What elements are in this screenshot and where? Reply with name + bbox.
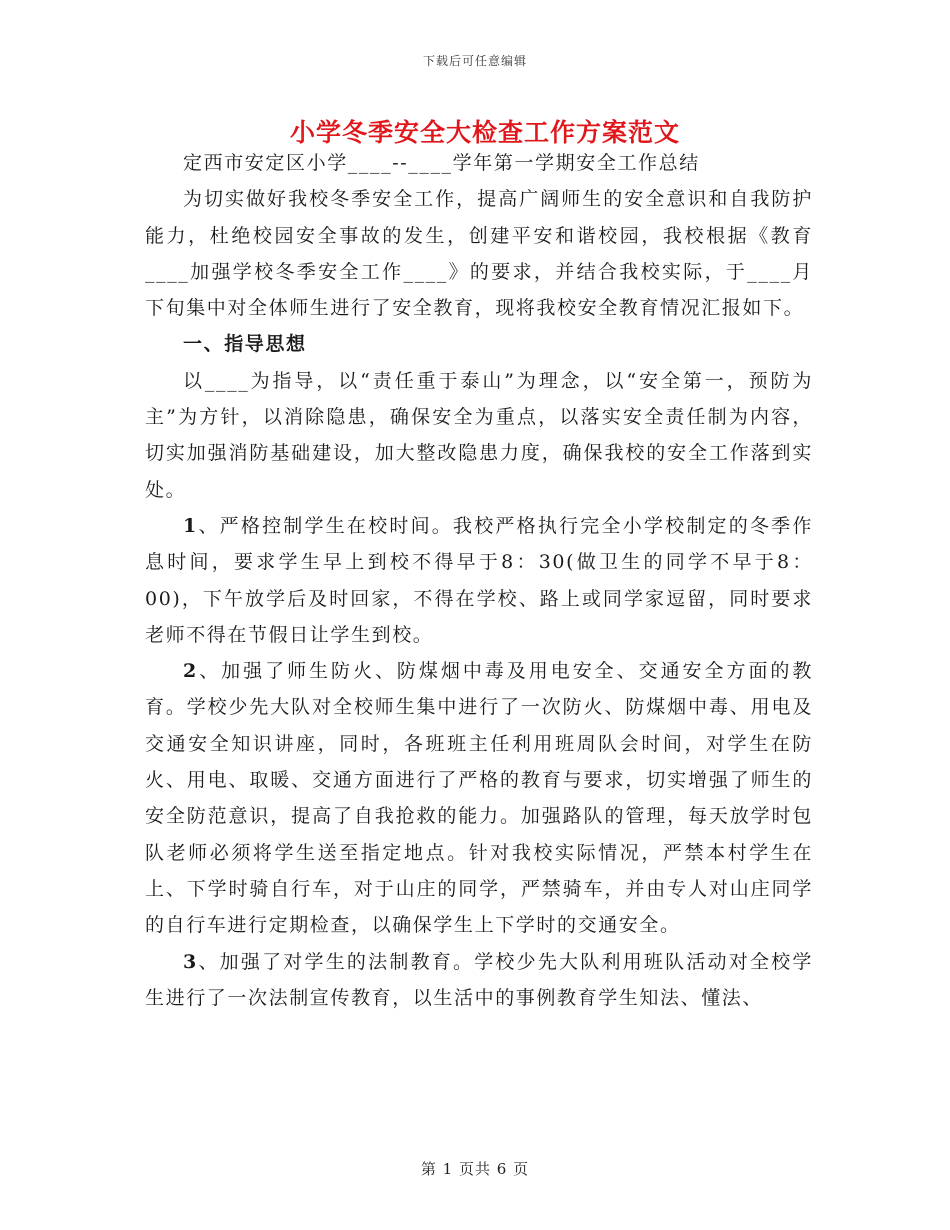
item-paragraph-1 [145, 508, 813, 653]
item-text: 、加强了对学生的法制教育。学校少先大队利用班队活动对全校学生进行了一次法制宣传教育，以生活中的事例教育学生知法、懂法、 [145, 950, 813, 1009]
item-number: 1 [183, 514, 198, 537]
document-title: 小学冬季安全大检查工作方案范文 [289, 118, 680, 147]
item-text: 、严格控制学生在校时间。我校严格执行完全小学校制定的冬季作息时间，要求学生早上到校不得早于8：30(做卫生的同学不早于8：00)，下午放学后及时回家，不得在学校、路上或同学家逗留，同时要求老师不得在节假日让学生到校。 [145, 514, 813, 646]
document-body [145, 145, 813, 1016]
subtitle-line: 定西市安定区小学____--____学年第一学期安全工作总结 [183, 152, 700, 174]
item-paragraph-2 [145, 653, 813, 943]
item-text: 、加强了师生防火、防煤烟中毒及用电安全、交通安全方面的教育。学校少先大队对全校师生集中进行了一次防火、防煤烟中毒、用电及交通安全知识讲座，同时，各班班主任利用班周队会时间，对学生在防火、用电、取暖、交通方面进行了严格的教育与要求，切实增强了师生的安全防范意识，提高了自我抢救的能力。加强路队的管理，每天放学时包队老师必须将学生送至指定地点。针对我校实际情况，严禁本村学生在上、下学时骑自行车，对于山庄的同学，严禁骑车，并由专人对山庄同学的自行车进行定期检查，以确保学生上下学时的交通安全。 [145, 660, 813, 937]
guide-paragraph: 以____为指导，以“责任重于泰山”为理念，以“安全第一，预防为主”为方针，以消除隐患，确保安全为重点，以落实安全责任制为内容，切实加强消防基础建设，加大整改隐患力度，确保我校的安全工作落到实处。 [145, 369, 813, 501]
section-heading-guiding-thought: 一、指导思想 [183, 333, 307, 356]
intro-paragraph: 为切实做好我校冬季安全工作，提高广阔师生的安全意识和自我防护能力，杜绝校园安全事故的发生，创建平安和谐校园，我校根据《教育____加强学校冬季安全工作____》的要求，并结合我校实际，于____月下旬集中对全体师生进行了安全教育，现将我校安全教育情况汇报如下。 [145, 188, 813, 320]
item-number: 2 [183, 660, 198, 683]
page-header-note: 下载后可任意编辑 [422, 54, 527, 68]
page-number-footer: 第 1 页共 6 页 [420, 1160, 530, 1178]
item-number: 3 [183, 950, 198, 973]
item-paragraph-3 [145, 944, 813, 1017]
